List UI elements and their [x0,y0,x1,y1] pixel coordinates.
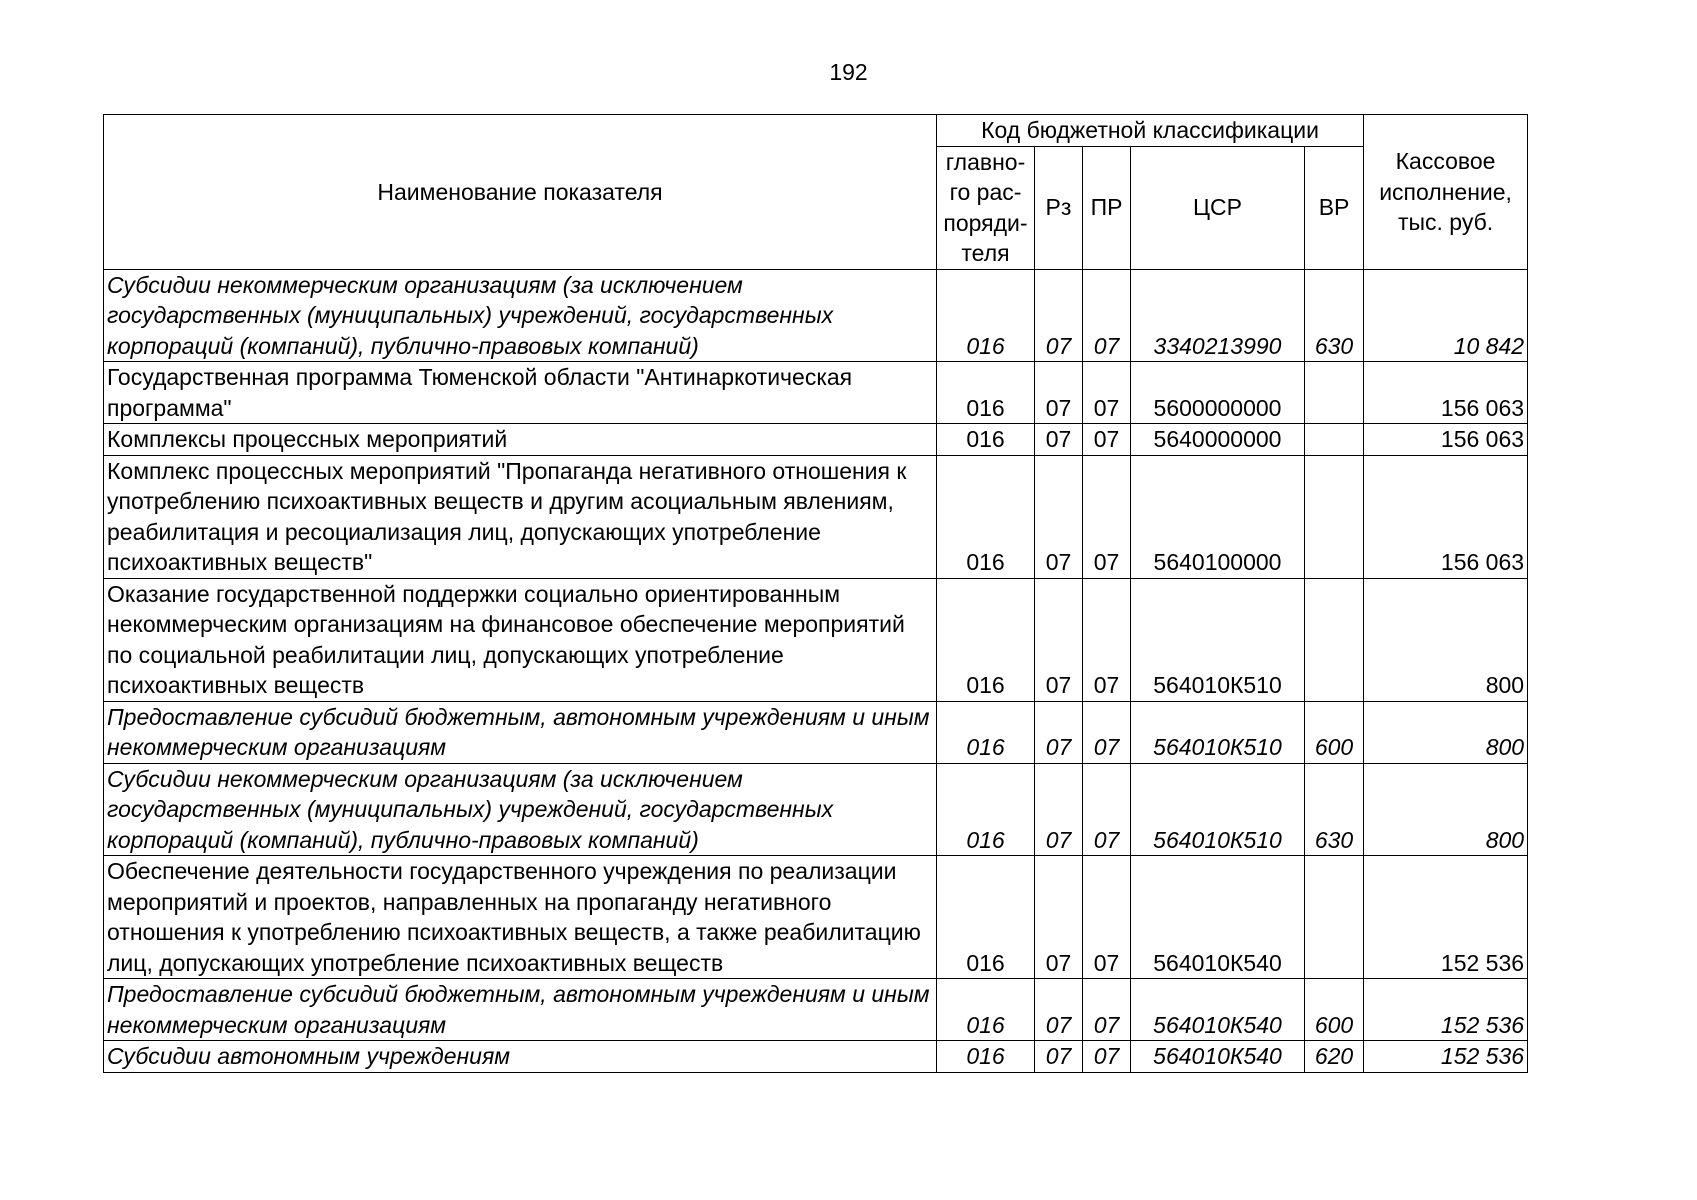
row-gr-cell: 016 [937,856,1035,979]
header-sum-column: Кассовое исполнение, тыс. руб. [1364,115,1528,270]
row-vr-cell: 630 [1305,269,1364,362]
row-pr-cell: 07 [1083,856,1131,979]
header-code-group: Код бюджетной классификации [937,115,1364,147]
table-row [104,856,1528,979]
row-csr-cell: 5640000000 [1131,424,1305,456]
row-gr-cell: 016 [937,979,1035,1041]
row-vr-cell [1305,856,1364,979]
table-row [104,1041,1528,1073]
row-sum-cell: 156 063 [1364,455,1528,578]
row-pr-cell: 07 [1083,424,1131,456]
row-rz-cell: 07 [1035,979,1083,1041]
row-csr-cell: 564010К540 [1131,856,1305,979]
row-sum-cell: 152 536 [1364,1041,1528,1073]
row-sum-cell: 800 [1364,763,1528,856]
row-csr-cell: 564010К510 [1131,763,1305,856]
row-pr-cell: 07 [1083,701,1131,763]
table-row [104,362,1528,424]
row-name-cell: Комплексы процессных мероприятий [104,424,937,456]
header-csr-column: ЦСР [1131,146,1305,269]
row-pr-cell: 07 [1083,269,1131,362]
row-sum-cell: 156 063 [1364,424,1528,456]
header-name-column: Наименование показателя [104,115,937,270]
row-rz-cell: 07 [1035,701,1083,763]
row-gr-cell: 016 [937,763,1035,856]
row-gr-cell: 016 [937,424,1035,456]
row-vr-cell: 630 [1305,763,1364,856]
row-vr-cell: 600 [1305,979,1364,1041]
row-sum-cell: 800 [1364,578,1528,701]
page-number: 192 [829,59,868,85]
row-rz-cell: 07 [1035,763,1083,856]
header-vr-column: ВР [1305,146,1364,269]
row-rz-cell: 07 [1035,362,1083,424]
row-vr-cell: 620 [1305,1041,1364,1073]
row-rz-cell: 07 [1035,578,1083,701]
table-row [104,578,1528,701]
row-sum-cell: 800 [1364,701,1528,763]
header-pr-column: ПР [1083,146,1131,269]
table-row [104,979,1528,1041]
row-gr-cell: 016 [937,701,1035,763]
budget-table [103,114,1528,1073]
row-name-cell: Субсидии некоммерческим организациям (за исключением государственных (муниципальных) учреждений, государственных корпораций (компаний), публично-правовых компаний) [104,269,937,362]
row-name-cell: Комплекс процессных мероприятий "Пропаганда негативного отношения к употреблению психоактивных веществ и другим асоциальным явлениям, реабилитация и ресоциализация лиц, допускающих употребление психоактивных веществ" [104,455,937,578]
table-body [104,269,1528,1072]
table-row [104,455,1528,578]
row-csr-cell: 564010К510 [1131,701,1305,763]
row-csr-cell: 3340213990 [1131,269,1305,362]
row-sum-cell: 152 536 [1364,856,1528,979]
row-vr-cell [1305,455,1364,578]
row-gr-cell: 016 [937,269,1035,362]
row-vr-cell [1305,578,1364,701]
row-name-cell: Оказание государственной поддержки социально ориентированным некоммерческим организациям на финансовое обеспечение мероприятий по социальной реабилитации лиц, допускающих употребление психоактивных веществ [104,578,937,701]
row-sum-cell: 10 842 [1364,269,1528,362]
table-row [104,701,1528,763]
row-pr-cell: 07 [1083,455,1131,578]
row-name-cell: Субсидии некоммерческим организациям (за исключением государственных (муниципальных) учреждений, государственных корпораций (компаний), публично-правовых компаний) [104,763,937,856]
row-gr-cell: 016 [937,1041,1035,1073]
row-pr-cell: 07 [1083,578,1131,701]
row-pr-cell: 07 [1083,362,1131,424]
table-row [104,763,1528,856]
row-csr-cell: 564010К540 [1131,979,1305,1041]
row-name-cell: Предоставление субсидий бюджетным, автономным учреждениям и иным некоммерческим организациям [104,979,937,1041]
header-rz-column: Рз [1035,146,1083,269]
row-name-cell: Государственная программа Тюменской области "Антинаркотическая программа" [104,362,937,424]
header-gr-column: главно- го рас- поряди- теля [937,146,1035,269]
row-gr-cell: 016 [937,362,1035,424]
row-sum-cell: 152 536 [1364,979,1528,1041]
row-vr-cell [1305,362,1364,424]
row-csr-cell: 5600000000 [1131,362,1305,424]
row-name-cell: Субсидии автономным учреждениям [104,1041,937,1073]
row-csr-cell: 564010К510 [1131,578,1305,701]
row-vr-cell [1305,424,1364,456]
row-rz-cell: 07 [1035,269,1083,362]
row-rz-cell: 07 [1035,455,1083,578]
table-row [104,424,1528,456]
row-pr-cell: 07 [1083,1041,1131,1073]
row-vr-cell: 600 [1305,701,1364,763]
row-pr-cell: 07 [1083,979,1131,1041]
table-row [104,269,1528,362]
row-rz-cell: 07 [1035,424,1083,456]
row-sum-cell: 156 063 [1364,362,1528,424]
row-rz-cell: 07 [1035,1041,1083,1073]
row-pr-cell: 07 [1083,763,1131,856]
row-gr-cell: 016 [937,455,1035,578]
row-gr-cell: 016 [937,578,1035,701]
table-header [104,115,1528,270]
row-name-cell: Предоставление субсидий бюджетным, автономным учреждениям и иным некоммерческим организациям [104,701,937,763]
row-csr-cell: 5640100000 [1131,455,1305,578]
row-rz-cell: 07 [1035,856,1083,979]
row-csr-cell: 564010К540 [1131,1041,1305,1073]
row-name-cell: Обеспечение деятельности государственного учреждения по реализации мероприятий и проектов, направленных на пропаганду негативного отношения к употреблению психоактивных веществ, а также реабилитацию лиц, допускающих употребление психоактивных веществ [104,856,937,979]
